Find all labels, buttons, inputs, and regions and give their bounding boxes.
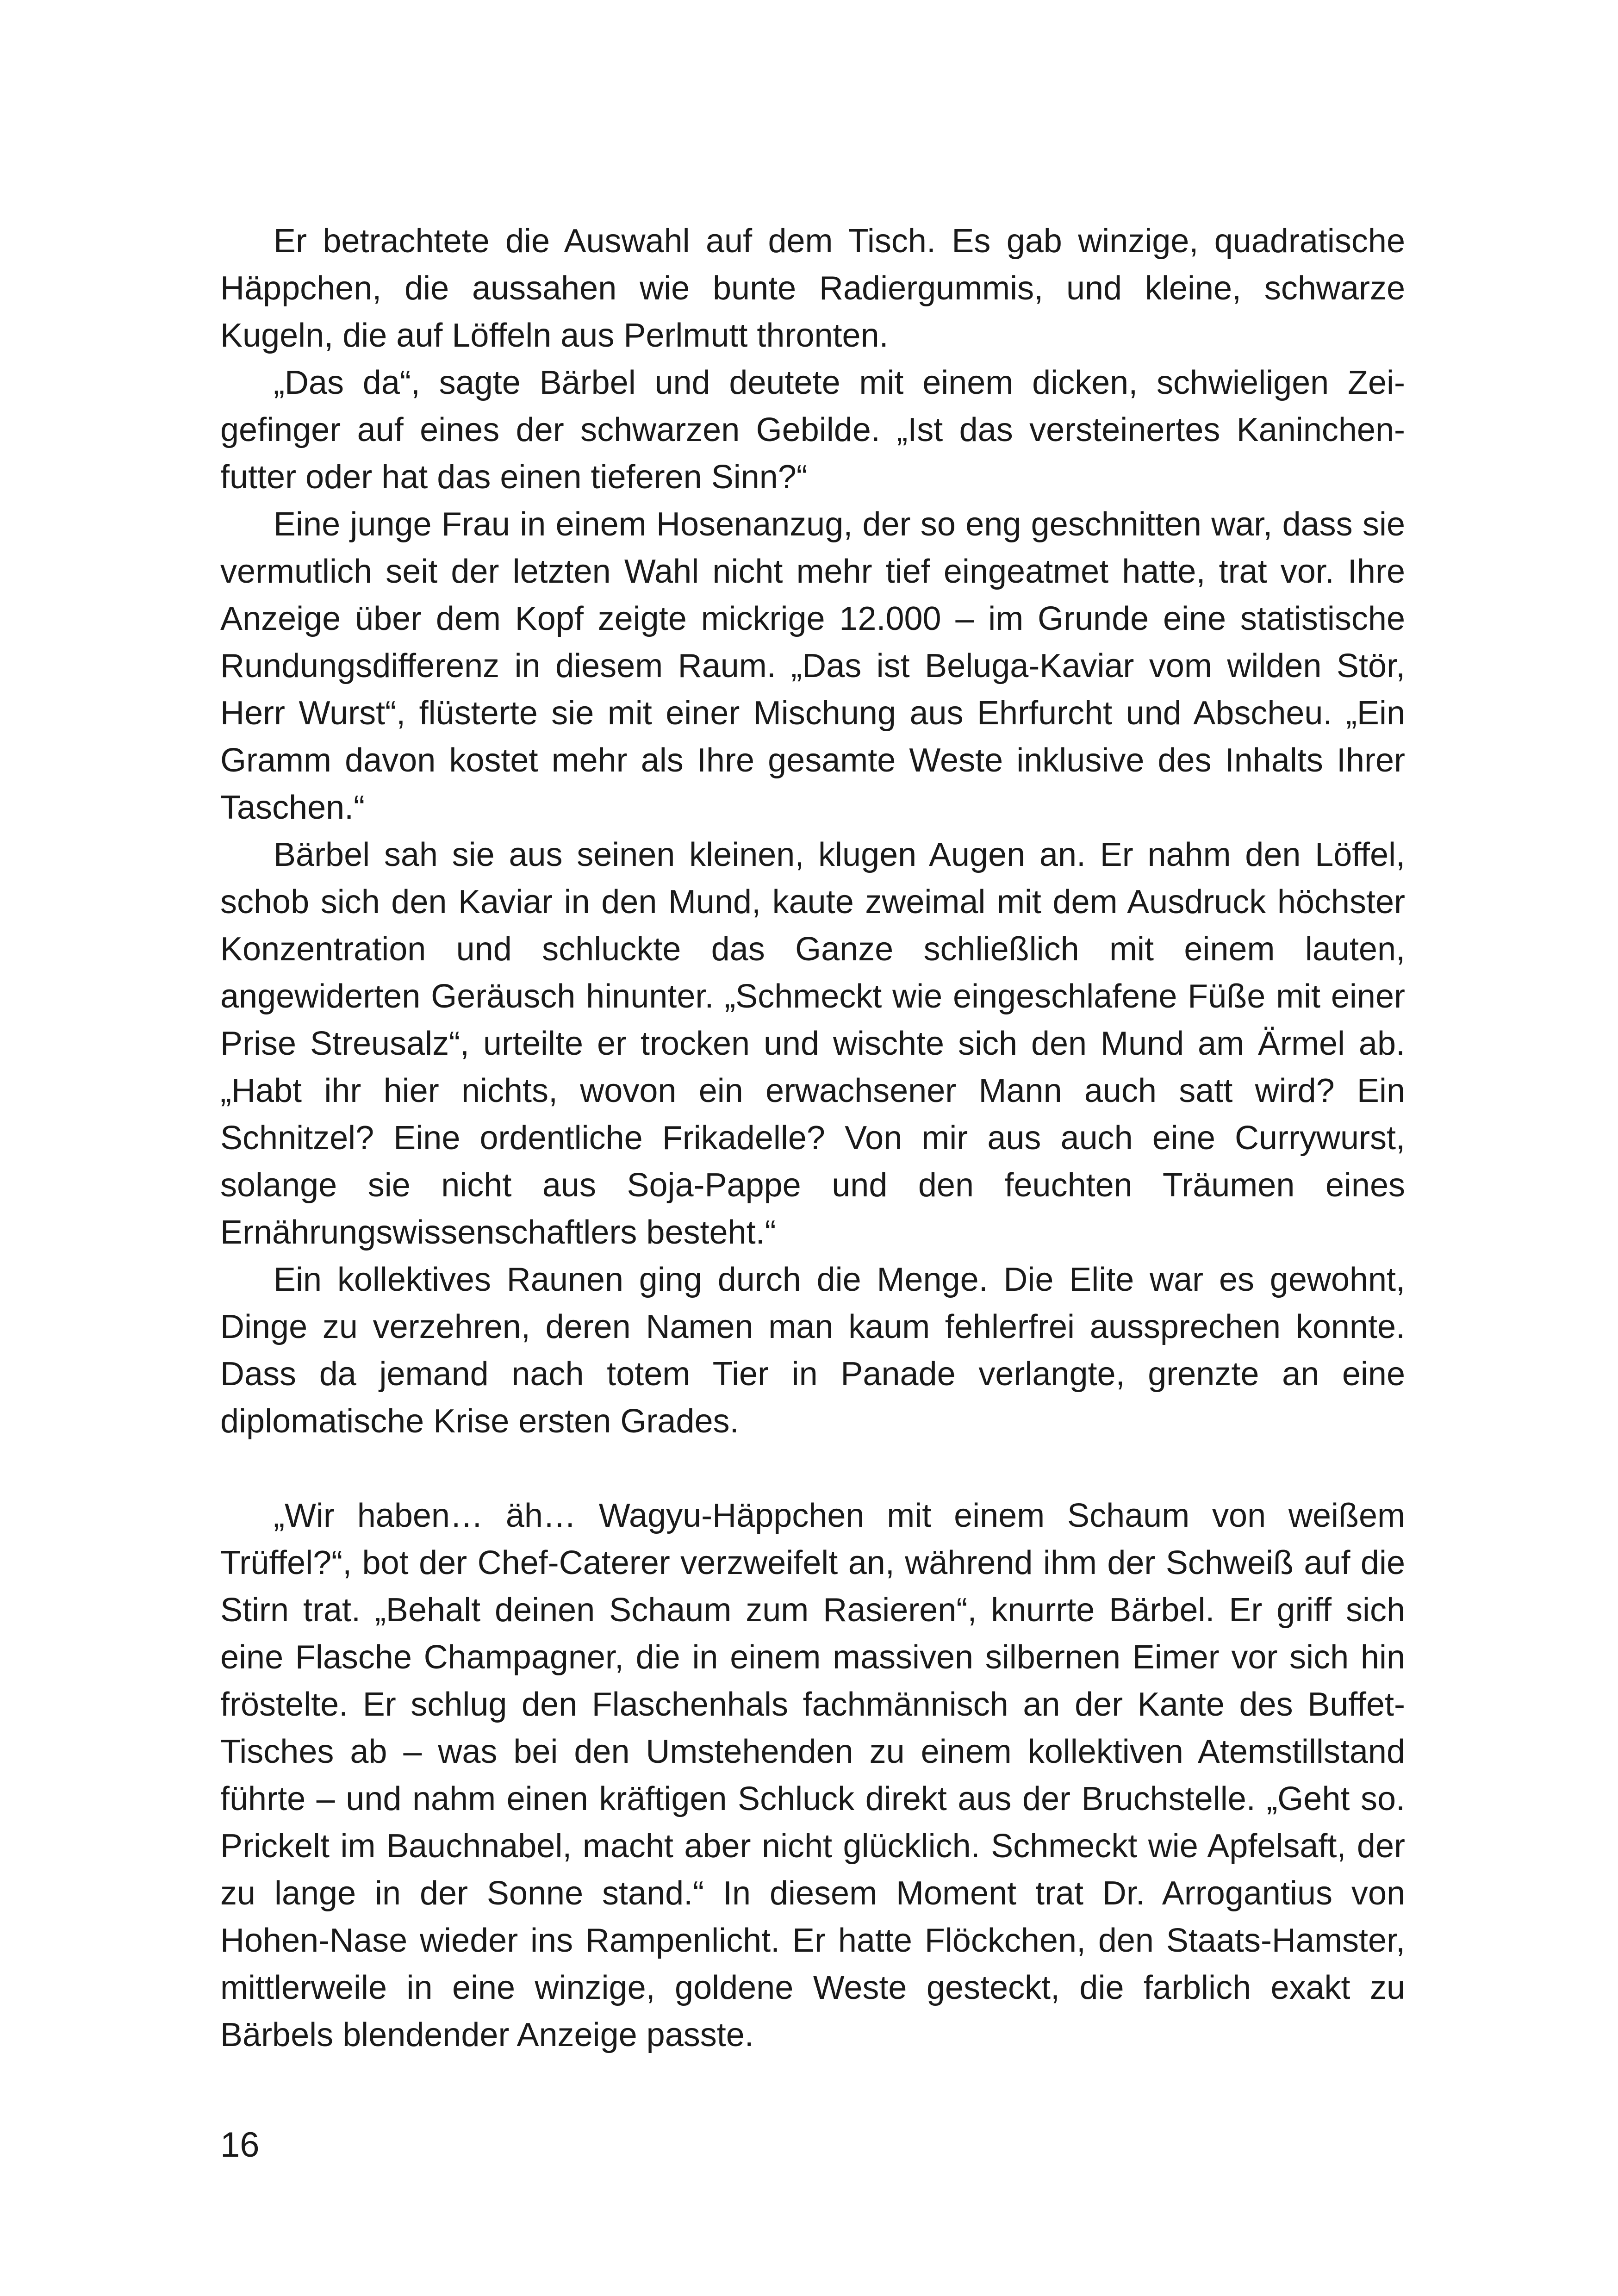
paragraph: Eine junge Frau in einem Hosenanzug, der so eng geschnitten war, dass sie vermutlich seit der letzten Wahl nicht mehr tief eingeatmet hatte, trat vor. Ihre Anzeige über dem Kopf zeigte mickrige 12.000 – im Grunde eine statistische Rundungsdifferenz in diesem Raum. „Das ist Beluga-Kaviar vom wilden Stör, Herr Wurst“, flüsterte sie mit einer Mischung aus Ehrfurcht und Abscheu. „Ein Gramm davon kostet mehr als Ihre gesamte Weste inklusive des Inhalts Ihrer Taschen.“	[220, 506, 1405, 826]
paragraph: Ein kollektives Raunen ging durch die Menge. Die Elite war es gewohnt, Dinge zu verzehren, deren Namen man kaum fehlerfrei aussprechen konnte. Dass da jemand nach totem Tier in Panade verlangte, grenzte an eine diplomatische Krise ersten Grades.	[220, 1261, 1405, 1440]
paragraph: „Wir haben… äh… Wagyu-Häppchen mit einem Schaum von weißem Trüffel?“, bot der Chef-Caterer verzweifelt an, während ihm der Schweiß auf die Stirn trat. „Behalt deinen Schaum zum Rasieren“, knurrte Bärbel. Er griff sich eine Flasche Champagner, die in einem massiven silbernen Eimer vor sich hin fröstelte. Er schlug den Flaschenhals fachmännisch an der Kante des Buffet-Tisches ab – was bei den Umstehenden zu einem kollektiven Atemstillstand führte – und nahm einen kräftigen Schluck direkt aus der Bruchstelle. „Geht so. Prickelt im Bauchnabel, macht aber nicht glücklich. Schmeckt wie Apfelsaft, der zu lange in der Sonne stand.“ In diesem Moment trat Dr. Arrogantius von Hohen-Nase wieder ins Rampenlicht. Er hatte Flöckchen, den Staats-Hamster, mittlerweile in eine winzige, goldene Weste gesteckt, die farblich exakt zu Bärbels blendender Anzeige passte.	[220, 1497, 1405, 2053]
body-text	[220, 218, 1405, 2059]
paragraph: Er betrachtete die Auswahl auf dem Tisch. Es gab winzige, quadratische Häppchen, die aussahen wie bunte Radiergummis, und kleine, schwarze Kugeln, die auf Löffeln aus Perlmutt thronten.	[220, 223, 1405, 354]
page-number: 16	[220, 2125, 260, 2165]
paragraph: Bärbel sah sie aus seinen kleinen, klugen Augen an. Er nahm den Löffel, schob sich den Kaviar in den Mund, kaute zweimal mit dem Ausdruck höchster Konzentration und schluckte das Ganze schließlich mit einem lauten, angewiderten Geräusch hinunter. „Schmeckt wie eingeschlafene Füße mit einer Prise Streusalz“, urteilte er trocken und wischte sich den Mund am Ärmel ab. „Habt ihr hier nichts, wovon ein erwachsener Mann auch satt wird? Ein Schnitzel? Eine ordentliche Frikadelle? Von mir aus auch eine Currywurst, solange sie nicht aus Soja-Pappe und den feuchten Träumen eines Ernährungswissenschaftlers besteht.“	[220, 836, 1405, 1251]
section-break	[220, 1445, 1405, 1492]
paragraph: „Das da“, sagte Bärbel und deutete mit einem dicken, schwieligen Zeigefinger auf eines der schwarzen Gebilde. „Ist das versteinertes Kaninchenfutter oder hat das einen tieferen Sinn?“	[220, 364, 1405, 496]
